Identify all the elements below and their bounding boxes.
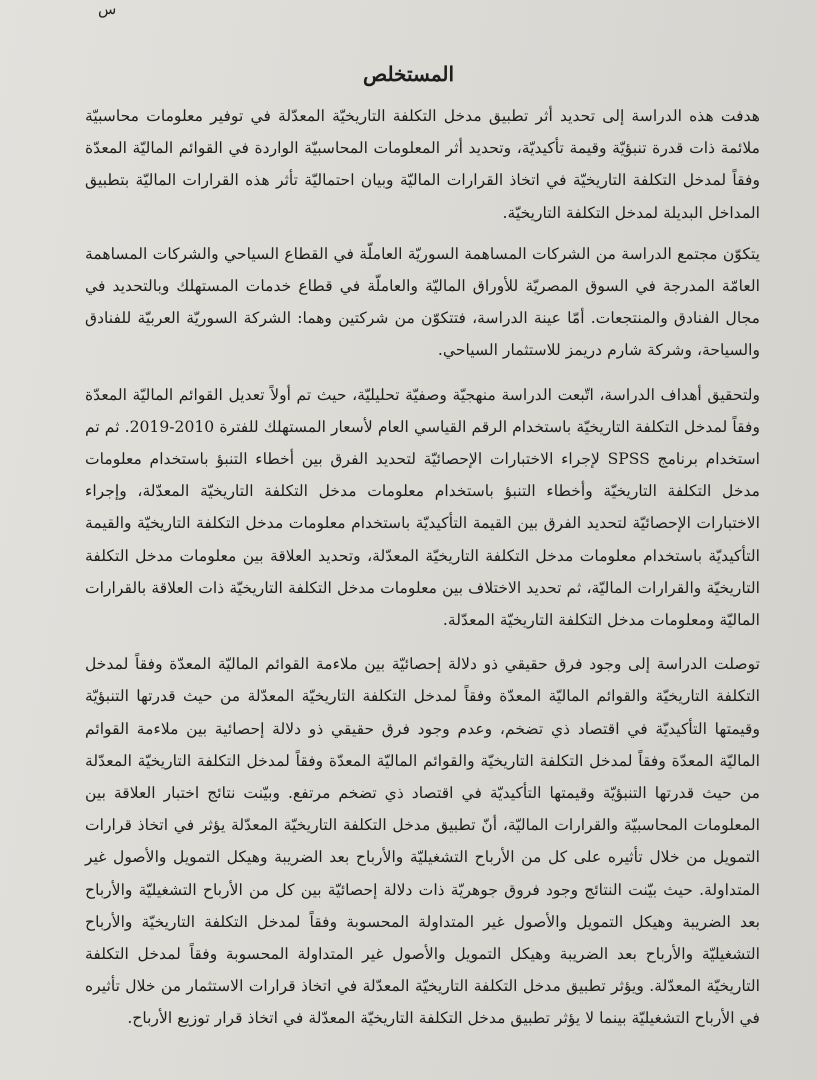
- page-number: س: [98, 0, 117, 18]
- paragraph-objectives: هدفت هذه الدراسة إلى تحديد أثر تطبيق مدخل التكلفة التاريخيّة المعدّلة في توفير معلومات محاسبيّة ملائمة ذات قدرة تنبؤيّة وقيمة تأكيديّة، وتحديد أثر المعلومات المحاسبيّة الواردة في القوائم الماليّة المعدّة وفقاً لمدخل التكلفة التاريخيّة في اتخاذ القرارات الماليّة وبيان احتماليّة تأثر هذه القرارات الماليّة بتطبيق المداخل البديلة لمدخل التكلفة التاريخيّة.: [85, 107, 760, 222]
- page-title: المستخلص: [362, 62, 455, 86]
- paragraph-population: يتكوّن مجتمع الدراسة من الشركات المساهمة السوريّة العاملّة في القطاع السياحي والشركات المساهمة العامّة المدرجة في السوق المصريّة للأوراق الماليّة والعاملّة في قطاع خدمات المستهلك وبالتحديد في مجال الفنادق والمنتجعات. أمّا عينة الدراسة، فتتكوّن من شركتين وهما: الشركة السوريّة العربيّة للفنادق والسياحة، وشركة شارم دريمز للاستثمار السياحي.: [85, 244, 760, 360]
- paragraph-methodology: ولتحقيق أهداف الدراسة، اتّبعت الدراسة منهجيّة وصفيّة تحليليّة، حيث تم أولاً تعديل القوائم الماليّة المعدّة وفقاً لمدخل التكلفة التاريخيّة باستخدام الرقم القياسي العام لأسعار المستهلك للفترة 2010-2019. ثم تم استخدام برنامج SPSS لإجراء الاختبارات الإحصائيّة لتحديد الفرق بين أخطاء التنبؤ باستخدام معلومات مدخل التكلفة التاريخيّة وأخطاء التنبؤ باستخدام معلومات مدخل التكلفة التاريخيّة المعدّلة، وإجراء الاختبارات الإحصائيّة لتحديد الفرق بين القيمة التأكيديّة باستخدام معلومات مدخل التكلفة التاريخيّة والقيمة التأكيديّة باستخدام معلومات مدخل التكلفة التاريخيّة المعدّلة، وتحديد العلاقة بين معلومات مدخل التكلفة التاريخيّة والقرارات الماليّة، ثم تحديد الاختلاف بين معلومات مدخل التكلفة التاريخيّة ذات العلاقة بالقرارات الماليّة ومعلومات مدخل التكلفة التاريخيّة المعدّلة.: [85, 385, 760, 630]
- abstract-body: [85, 100, 760, 1047]
- paragraph-findings: توصلت الدراسة إلى وجود فرق حقيقي ذو دلالة إحصائيّة بين ملاءمة القوائم الماليّة المعدّة وفقاً لمدخل التكلفة التاريخيّة والقوائم الماليّة المعدّة وفقاً لمدخل التكلفة التاريخيّة المعدّلة من حيث قدرتها التنبؤيّة وقيمتها التأكيديّة في اقتصاد ذي تضخم، وعدم وجود فرق حقيقي ذو دلالة إحصائية بين ملاءمة القوائم الماليّة المعدّة وفقاً لمدخل التكلفة التاريخيّة والقوائم الماليّة المعدّة وفقاً لمدخل التكلفة التاريخيّة المعدّلة من حيث قدرتها التنبؤيّة وقيمتها التأكيديّة في اقتصاد ذي تضخم مرتفع. وبيّنت نتائج اختبار العلاقة بين المعلومات المحاسبيّة والقرارات الماليّة، أنّ تطبيق مدخل التكلفة التاريخيّة المعدّلة يؤثر في اتخاذ قرارات التمويل من خلال تأثيره على كل من الأرباح التشغيليّة والأرباح بعد الضريبة وهيكل التمويل والأصول غير المتداولة. حيث بيّنت النتائج وجود فروق جوهريّة ذات دلالة إحصائيّة بين كل من الأرباح التشغيليّة والأرباح بعد الضريبة وهيكل التمويل والأصول غير المتداولة المحسوبة وفقاً لمدخل التكلفة التاريخيّة والأرباح التشغيليّة والأرباح بعد الضريبة وهيكل التمويل والأصول غير المتداولة المحسوبة وفقاً لمدخل التكلفة التاريخيّة المعدّلة. ويؤثر تطبيق مدخل التكلفة التاريخيّة المعدّلة في اتخاذ قرارات الاستثمار من خلال تأثيره في الأرباح التشغيليّة بينما لا يؤثر تطبيق مدخل التكلفة التاريخيّة المعدّلة في اتخاذ قرار توزيع الأرباح.: [85, 655, 760, 1028]
